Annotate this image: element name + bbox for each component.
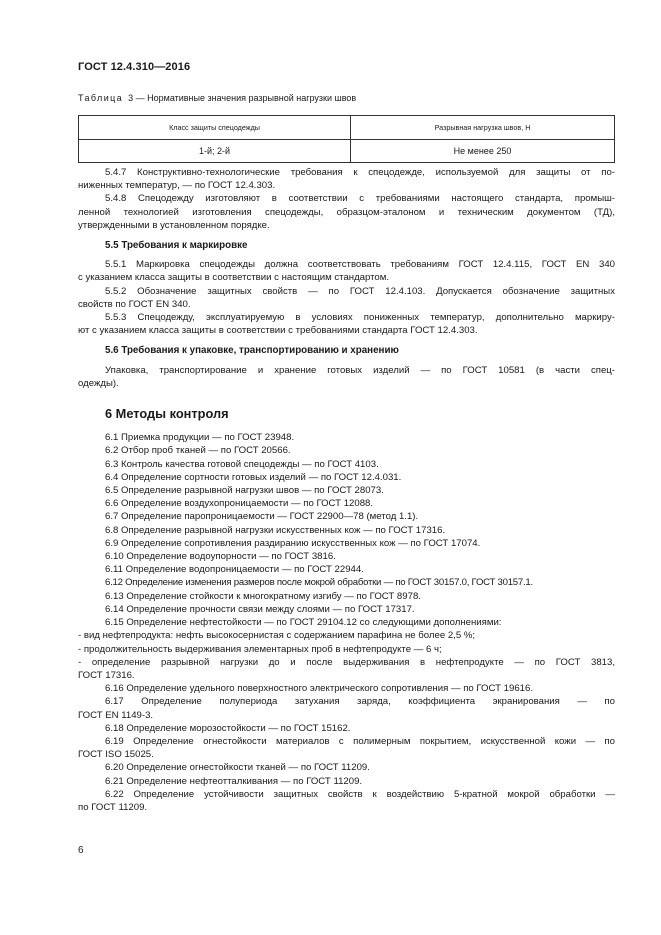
- list-item: ГОСТ ISO 15025.: [78, 749, 154, 761]
- seam-load-table: [78, 115, 615, 163]
- list-item: ГОСТ EN 1149-3.: [78, 709, 154, 721]
- table-caption-text: 3 — Нормативные значения разрывной нагрузки швов: [128, 93, 357, 103]
- paragraph-line: 5.4.7 Конструктивно-технологические требования к спецодежде, используемой для защиты от по-: [105, 167, 615, 178]
- list-item: 6.18 Определение морозостойкости — по ГОСТ 15162.: [105, 722, 351, 734]
- list-item: 6.9 Определение сопротивления раздиранию искусственных кож — по ГОСТ 17074.: [105, 537, 481, 549]
- list-item: 6.7 Определение паропроницаемости — ГОСТ 22900—78 (метод 1.1).: [105, 511, 419, 523]
- paragraph-line: ниженных температур, — по ГОСТ 12.4.303.: [78, 180, 276, 192]
- table-header-cell: Класс защиты спецодежды: [79, 116, 351, 140]
- list-item: 6.10 Определение водоупорности — по ГОСТ 3816.: [105, 551, 336, 563]
- list-item: 6.3 Контроль качества готовой спецодежды — по ГОСТ 4103.: [105, 458, 379, 470]
- list-item: 6.11 Определение водопроницаемости — по ГОСТ 22944.: [105, 564, 364, 576]
- paragraph-line: утвержденными в установленном порядке.: [78, 219, 270, 231]
- list-item: 6.12 Определение изменения размеров после мокрой обработки — по ГОСТ 30157.0, ГОСТ 30157.1.: [105, 577, 533, 589]
- list-item: 6.17 Определение полупериода затухания заряда, коэффициента экранирования — по: [105, 696, 615, 708]
- table-cell: Не менее 250: [351, 140, 615, 163]
- document-code-header: ГОСТ 12.4.310—2016: [78, 61, 191, 73]
- subsection-heading: 5.5 Требования к маркировке: [105, 240, 248, 252]
- list-item: 6.16 Определение удельного поверхностного электрического сопротивления — по ГОСТ 19616.: [105, 683, 534, 695]
- table-caption: [78, 93, 356, 103]
- page-number: 6: [78, 845, 84, 856]
- table-cell: 1-й; 2-й: [79, 140, 351, 163]
- list-item: 6.15 Определение нефтестойкости — по ГОСТ 29104.12 со следующими дополнениями:: [105, 617, 502, 629]
- list-item: - вид нефтепродукта: нефть высокосернистая с содержанием парафина не более 2,5 %;: [78, 630, 476, 642]
- list-item: 6.19 Определение огнестойкости материалов с полимерным покрытием, искусственной кожи — по: [105, 735, 615, 747]
- paragraph-line: ют с указанием класса защиты в соответствии с требованиями стандарта ГОСТ 12.4.303.: [78, 325, 478, 337]
- table-header-cell: Разрывная нагрузка швов, Н: [351, 116, 615, 140]
- section-heading: 6 Методы контроля: [105, 406, 229, 422]
- list-item: - продолжительность выдерживания элементарных проб в нефтепродукте — 6 ч;: [78, 643, 442, 655]
- list-item: 6.8 Определение разрывной нагрузки искусственных кож — по ГОСТ 17316.: [105, 524, 446, 536]
- list-item: 6.20 Определение огнестойкости тканей — по ГОСТ 11209.: [105, 762, 370, 774]
- paragraph-line: 5.4.8 Спецодежду изготовляют в соответствии с требованиями настоящего стандарта, промыш-: [105, 193, 615, 205]
- list-item: 6.2 Отбор проб тканей — по ГОСТ 20566.: [105, 445, 291, 457]
- list-item: 6.21 Определение нефтеотталкивания — по ГОСТ 11209.: [105, 775, 363, 787]
- list-item: 6.4 Определение сортности готовых изделий — по ГОСТ 12.4.031.: [105, 471, 402, 483]
- list-item: - определение разрывной нагрузки до и после выдерживания в нефтепродукте — по ГОСТ 3813,: [78, 656, 615, 668]
- list-item: ГОСТ 17316.: [78, 669, 135, 681]
- list-item: 6.14 Определение прочности связи между слоями — по ГОСТ 17317.: [105, 603, 415, 615]
- paragraph-line: Упаковка, транспортирование и хранение готовых изделий — по ГОСТ 10581 (в части спец-: [105, 364, 615, 376]
- list-item: 6.6 Определение воздухопроницаемости — по ГОСТ 12088.: [105, 498, 374, 510]
- table-caption-prefix: Таблица: [78, 93, 124, 103]
- paragraph-line: 5.5.2 Обозначение защитных свойств — по ГОСТ 12.4.103. Допускается обозначение защитных: [105, 285, 615, 297]
- paragraph-line: свойств по ГОСТ EN 340.: [78, 298, 191, 310]
- list-item: 6.22 Определение устойчивости защитных свойств к воздействию 5-кратной мокрой обработки —: [105, 788, 615, 800]
- list-item: по ГОСТ 11209.: [78, 801, 148, 813]
- paragraph-line: одежды).: [78, 377, 119, 389]
- table-header-row: [79, 116, 615, 140]
- list-item: 6.13 Определение стойкости к многократному изгибу — по ГОСТ 8978.: [105, 590, 421, 602]
- paragraph-line: ленной технологией изготовления спецодежды, образцом-эталоном и техническим документом (ТД),: [78, 206, 615, 218]
- list-item: 6.5 Определение разрывной нагрузки швов — по ГОСТ 28073.: [105, 485, 384, 497]
- body-text: [78, 166, 615, 814]
- table-row: [79, 140, 615, 163]
- paragraph-line: 5.5.3 Спецодежду, эксплуатируемую в условиях пониженных температур, дополнительно маркиру-: [105, 312, 615, 324]
- paragraph-line: с указанием класса защиты в соответствии с настоящим стандартом.: [78, 272, 390, 284]
- subsection-heading: 5.6 Требования к упаковке, транспортированию и хранению: [105, 345, 399, 357]
- paragraph-line: 5.5.1 Маркировка спецодежды должна соответствовать требованиям ГОСТ 12.4.115, ГОСТ EN 340: [105, 259, 615, 271]
- list-item: 6.1 Приемка продукции — по ГОСТ 23948.: [105, 432, 295, 444]
